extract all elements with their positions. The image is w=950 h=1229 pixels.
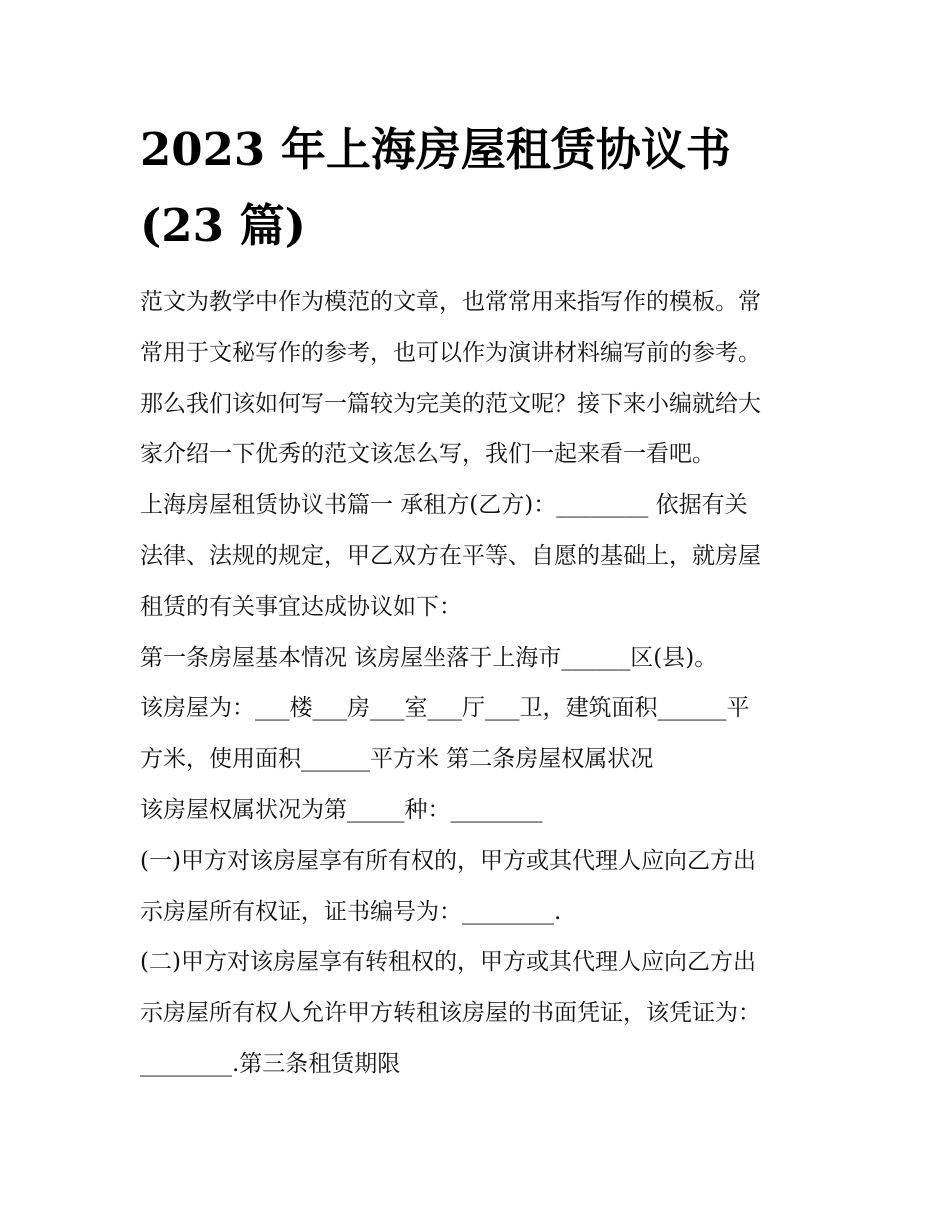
body-line: 上海房屋租赁协议书篇一 承租方(乙方)：________ 依据有关 [140,492,748,519]
body-line: 示房屋所有权证，证书编号为：________. [140,898,562,925]
body-line: (一)甲方对该房屋享有所有权的，甲方或其代理人应向乙方出 [140,847,756,874]
body-line: 该房屋权属状况为第_____种：________ [140,796,543,823]
body-line: (二)甲方对该房屋享有转租权的，甲方或其代理人应向乙方出 [140,949,756,976]
document-body [140,277,820,1090]
body-line: 范文为教学中作为模范的文章，也常常用来指写作的模板。常 [140,289,761,315]
body-line: 常用于文秘写作的参考，也可以作为演讲材料编写前的参考。 [140,339,761,366]
title-line-2: (23 篇) [140,199,306,252]
body-line: 第一条房屋基本情况 该房屋坐落于上海市______区(县)。 [140,644,718,671]
title-line-1: 2023 年上海房屋租赁协议书 [140,123,731,176]
body-line: 法律、法规的规定，甲乙双方在平等、自愿的基础上，就房屋 [140,542,761,569]
body-line: 租赁的有关事宜达成协议如下： [140,593,462,620]
body-line: ________.第三条租赁期限 [140,1050,401,1077]
body-line: 示房屋所有权人允许甲方转租该房屋的书面凭证，该凭证为： [140,1000,761,1027]
body-line: 家介绍一下优秀的范文该怎么写，我们一起来看一看吧。 [140,441,715,468]
document-title [140,112,820,264]
body-line: 该房屋为：___楼___房___室___厅___卫，建筑面积______平 [140,695,750,722]
body-line: 那么我们该如何写一篇较为完美的范文呢？接下来小编就给大 [140,390,761,417]
body-line: 方米，使用面积______平方米 第二条房屋权属状况 [140,746,654,773]
